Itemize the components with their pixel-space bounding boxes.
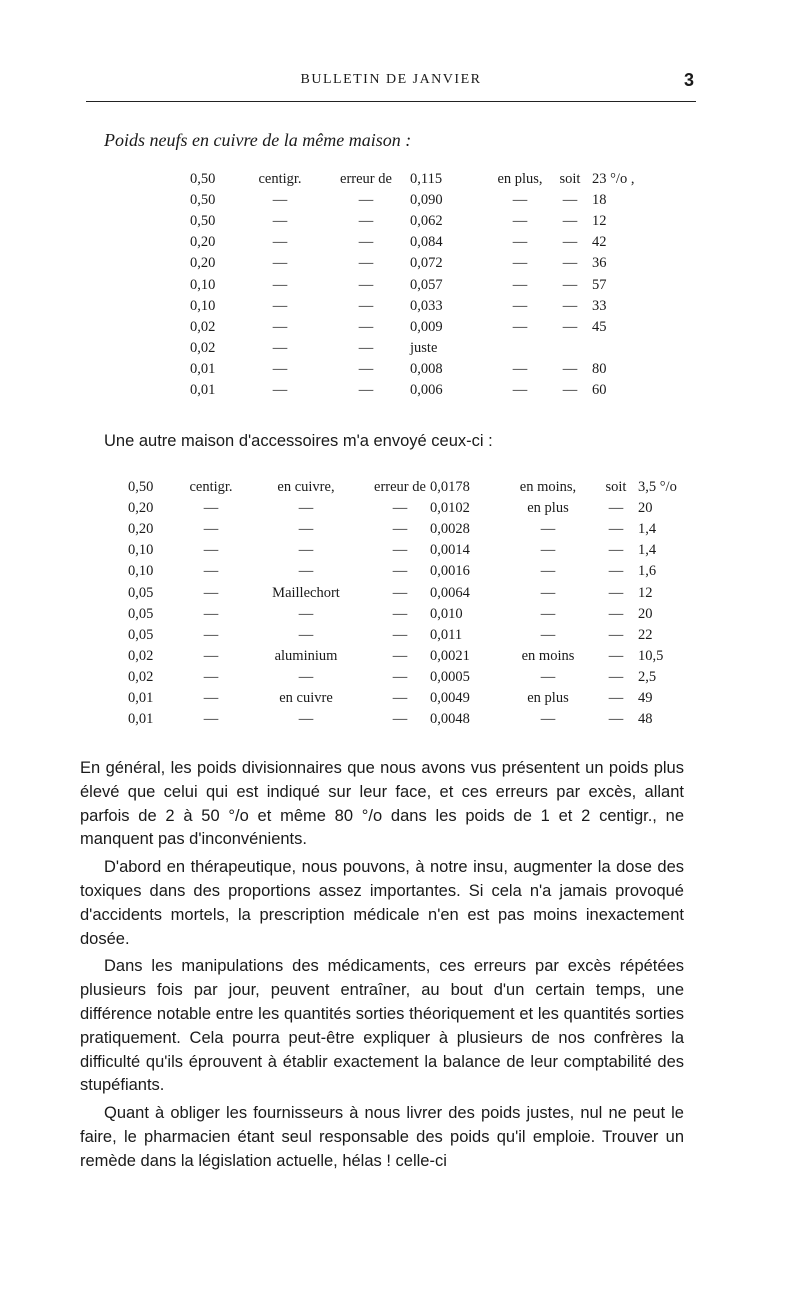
table-cell: — xyxy=(298,563,314,580)
table-cell: 45 xyxy=(592,318,607,335)
table-cell: — xyxy=(298,542,314,559)
table-cell: 0,115 xyxy=(410,171,443,188)
table-cell: — xyxy=(392,563,408,580)
table-cell: 0,009 xyxy=(410,318,443,335)
table-cell: — xyxy=(608,605,624,622)
table-cell: 80 xyxy=(592,360,607,377)
table-cell: — xyxy=(562,213,578,230)
table-cell xyxy=(492,338,548,359)
paragraph: Dans les manipulations des médicaments, ces erreurs par excès répétées plusieurs fois par jour, peuvent entraîner, au bout d'un certain temps, une différence notable entre les quantités sorties théoriquement et les quantités sorties pratiquement. Cela pourra peut-être expliquer à plusieurs de nos confrères la difficulté qu'ils éprouvent à établir exactement la balance de leur comptabilité des stupéfiants. xyxy=(80,957,684,1095)
table-cell: — xyxy=(562,255,578,272)
table-cell: 0,05 xyxy=(128,605,154,622)
table-cell: en cuivre, xyxy=(277,479,335,496)
table-cell: — xyxy=(272,255,288,272)
table-cell: — xyxy=(540,668,556,685)
table-cell: en plus, xyxy=(497,171,543,188)
table-cell: — xyxy=(512,234,528,251)
table-cell: — xyxy=(608,647,624,664)
table-cell: soit xyxy=(559,171,581,188)
table-cell: — xyxy=(512,213,528,230)
table-cell: — xyxy=(562,276,578,293)
table-cell: — xyxy=(203,711,219,728)
table-row xyxy=(190,190,662,211)
table-cell: — xyxy=(272,297,288,314)
table-cell: 20 xyxy=(638,605,653,622)
table-cell: 0,01 xyxy=(128,689,154,706)
table-cell: — xyxy=(298,668,314,685)
table-cell: — xyxy=(203,668,219,685)
table-cell: — xyxy=(392,689,408,706)
table-cell: 36 xyxy=(592,255,607,272)
table-cell: — xyxy=(608,689,624,706)
table-cell: 49 xyxy=(638,689,653,706)
table-cell: erreur de xyxy=(374,479,426,496)
table-cell: — xyxy=(540,542,556,559)
table-cell: — xyxy=(272,360,288,377)
table-cell: — xyxy=(358,255,374,272)
table-cell: en plus xyxy=(527,500,569,517)
table-row xyxy=(190,169,662,190)
table-cell: — xyxy=(608,711,624,728)
table-cell: 0,0021 xyxy=(430,647,470,664)
table-cell: — xyxy=(608,626,624,643)
table-cell: — xyxy=(298,711,314,728)
table-cell: 0,006 xyxy=(410,381,443,398)
table-cell: 0,0049 xyxy=(430,689,470,706)
table-cell: — xyxy=(392,521,408,538)
table-cell: — xyxy=(512,318,528,335)
table-cell: — xyxy=(298,521,314,538)
table-cell: Maillechort xyxy=(272,584,340,601)
table-row xyxy=(190,253,662,274)
table-cell: — xyxy=(203,605,219,622)
table-cell: 0,20 xyxy=(128,500,154,517)
table-cell: — xyxy=(203,584,219,601)
table-cell: — xyxy=(358,276,374,293)
table-cell: — xyxy=(540,711,556,728)
table-row xyxy=(190,317,662,338)
table-cell: — xyxy=(203,647,219,664)
table-cell: 0,50 xyxy=(128,479,154,496)
table-cell: 0,02 xyxy=(128,647,154,664)
table-cell: 0,01 xyxy=(190,381,216,398)
table-cell: — xyxy=(512,360,528,377)
table-cell: 0,0016 xyxy=(430,563,470,580)
table-cell: — xyxy=(358,234,374,251)
table-cell: — xyxy=(392,668,408,685)
table-cell: 0,10 xyxy=(190,276,216,293)
table-cell: — xyxy=(358,192,374,209)
table-cell: 0,0064 xyxy=(430,584,470,601)
weights-table-2-body xyxy=(128,477,700,730)
table-row xyxy=(128,498,700,519)
table-cell: — xyxy=(272,339,288,356)
table-cell: — xyxy=(540,563,556,580)
table-cell: — xyxy=(358,360,374,377)
table-cell: 0,062 xyxy=(410,213,443,230)
table-row xyxy=(128,519,700,540)
table-row xyxy=(128,582,700,603)
table-cell: 42 xyxy=(592,234,607,251)
table-cell: 57 xyxy=(592,276,607,293)
table-cell: — xyxy=(512,192,528,209)
paragraph: D'abord en thérapeutique, nous pouvons, à notre insu, augmenter la dose des toxiques dans des proportions assez importantes. Si cela n'a jamais provoqué d'accidents mortels, la prescription médicale n'en est pas moins inexactement dosée. xyxy=(80,858,684,948)
table-cell: aluminium xyxy=(274,647,338,664)
section-intro: Une autre maison d'accessoires m'a envoyé ceux-ci : xyxy=(104,432,493,450)
table-cell: — xyxy=(540,626,556,643)
table-cell: 12 xyxy=(592,213,607,230)
table-cell: 18 xyxy=(592,192,607,209)
table-cell: — xyxy=(392,584,408,601)
table-cell: 3,5 °/o xyxy=(638,479,677,496)
table-row xyxy=(190,380,662,401)
table-row xyxy=(190,211,662,232)
table-cell: — xyxy=(392,626,408,643)
weights-table-2 xyxy=(128,477,700,730)
table-row xyxy=(128,667,700,688)
table-cell: 2,5 xyxy=(638,668,657,685)
table-cell: 0,0102 xyxy=(430,500,470,517)
table-cell: — xyxy=(272,213,288,230)
weights-table-1 xyxy=(190,169,662,401)
table-row xyxy=(128,540,700,561)
header-rule xyxy=(86,101,696,102)
section-heading: Poids neufs en cuivre de la même maison : xyxy=(104,130,412,150)
table-cell: soit xyxy=(605,479,627,496)
table-cell: 1,4 xyxy=(638,521,657,538)
table-cell: 0,05 xyxy=(128,626,154,643)
page-header xyxy=(86,70,696,96)
table-cell: 0,011 xyxy=(430,626,463,643)
page-number: 3 xyxy=(683,70,694,90)
table-cell: centigr. xyxy=(189,479,233,496)
table-cell: 10,5 xyxy=(638,647,664,664)
table-cell: 60 xyxy=(592,381,607,398)
table-cell: 0,10 xyxy=(128,563,154,580)
table-cell: — xyxy=(358,381,374,398)
table-cell: 0,010 xyxy=(430,605,463,622)
table-cell: — xyxy=(392,605,408,622)
table-cell: 0,0014 xyxy=(430,542,470,559)
running-head: BULLETIN DE JANVIER xyxy=(300,72,482,87)
table-cell: — xyxy=(358,213,374,230)
table-cell: 0,20 xyxy=(128,521,154,538)
table-cell: 12 xyxy=(638,584,653,601)
table-cell: — xyxy=(562,318,578,335)
table-cell: 0,008 xyxy=(410,360,443,377)
table-row xyxy=(128,477,700,498)
table-cell: — xyxy=(540,521,556,538)
table-cell: — xyxy=(203,542,219,559)
table-cell: — xyxy=(608,563,624,580)
table-cell: — xyxy=(562,297,578,314)
table-cell: 0,20 xyxy=(190,234,216,251)
body-text xyxy=(80,757,684,1178)
table-cell xyxy=(592,338,662,359)
table-cell: 23 °/o , xyxy=(592,171,635,188)
weights-table-1-body xyxy=(190,169,662,401)
table-cell: — xyxy=(392,711,408,728)
table-cell: — xyxy=(392,500,408,517)
table-cell: 0,02 xyxy=(128,668,154,685)
table-cell: — xyxy=(608,500,624,517)
table-cell: 0,090 xyxy=(410,192,443,209)
table-cell xyxy=(548,338,592,359)
table-row xyxy=(128,561,700,582)
table-cell: 0,01 xyxy=(190,360,216,377)
table-cell: 0,20 xyxy=(190,255,216,272)
table-cell: — xyxy=(272,381,288,398)
table-cell: — xyxy=(358,297,374,314)
table-row xyxy=(190,274,662,295)
table-cell: 33 xyxy=(592,297,607,314)
table-cell: — xyxy=(608,668,624,685)
table-cell: — xyxy=(203,500,219,517)
table-cell: en moins, xyxy=(519,479,577,496)
table-cell: 0,50 xyxy=(190,192,216,209)
table-cell: — xyxy=(298,500,314,517)
table-cell: — xyxy=(298,605,314,622)
table-cell: — xyxy=(608,584,624,601)
table-cell: 0,02 xyxy=(190,339,216,356)
table-row xyxy=(128,625,700,646)
table-cell: — xyxy=(540,605,556,622)
table-cell: 0,01 xyxy=(128,711,154,728)
table-cell: 1,4 xyxy=(638,542,657,559)
table-cell: 0,02 xyxy=(190,318,216,335)
table-cell: 0,057 xyxy=(410,276,443,293)
table-cell: — xyxy=(392,647,408,664)
table-cell: 0,072 xyxy=(410,255,443,272)
table-row xyxy=(190,296,662,317)
table-cell: — xyxy=(562,360,578,377)
table-cell: — xyxy=(512,255,528,272)
table-row xyxy=(190,338,662,359)
table-cell: en plus xyxy=(527,689,569,706)
table-cell: — xyxy=(203,626,219,643)
table-cell: — xyxy=(512,297,528,314)
paragraph: En général, les poids divisionnaires que nous avons vus présentent un poids plus élevé que celui qui est indiqué sur leur face, et ces erreurs par excès, allant parfois de 2 à 50 °/o et même 80 °/o dans les poids de 1 et 2 centigr., ne manquent pas d'inconvénients. xyxy=(80,759,684,849)
table-cell: — xyxy=(562,381,578,398)
table-row xyxy=(190,359,662,380)
table-row xyxy=(128,646,700,667)
table-cell: — xyxy=(203,689,219,706)
table-cell: 0,0005 xyxy=(430,668,470,685)
paragraph: Quant à obliger les fournisseurs à nous livrer des poids justes, nul ne peut le faire, le pharmacien étant seul responsable des poids qu'il emploie. Trouver un remède dans la législation actuelle, hélas ! celle-ci xyxy=(80,1104,684,1170)
table-cell: 0,0178 xyxy=(430,479,470,496)
table-cell: 0,05 xyxy=(128,584,154,601)
table-row xyxy=(190,232,662,253)
table-cell: en moins xyxy=(521,647,575,664)
table-cell: 0,50 xyxy=(190,213,216,230)
table-cell: — xyxy=(562,234,578,251)
table-cell: — xyxy=(358,318,374,335)
table-cell: 48 xyxy=(638,711,653,728)
table-cell: juste xyxy=(410,339,438,356)
table-cell: centigr. xyxy=(258,171,302,188)
table-cell: 0,50 xyxy=(190,171,216,188)
table-cell: erreur de xyxy=(340,171,392,188)
table-cell: — xyxy=(512,276,528,293)
table-row xyxy=(128,688,700,709)
table-row xyxy=(128,604,700,625)
table-cell: — xyxy=(272,276,288,293)
table-cell: 20 xyxy=(638,500,653,517)
table-cell: — xyxy=(562,192,578,209)
table-cell: 1,6 xyxy=(638,563,657,580)
table-cell: — xyxy=(272,192,288,209)
table-cell: — xyxy=(272,318,288,335)
table-cell: — xyxy=(272,234,288,251)
table-cell: 0,0048 xyxy=(430,711,470,728)
table-cell: — xyxy=(203,521,219,538)
table-row xyxy=(128,709,700,730)
table-cell: — xyxy=(608,542,624,559)
table-cell: — xyxy=(203,563,219,580)
table-cell: 0,10 xyxy=(190,297,216,314)
table-cell: — xyxy=(540,584,556,601)
table-cell: 0,0028 xyxy=(430,521,470,538)
table-cell: 0,084 xyxy=(410,234,443,251)
table-cell: — xyxy=(358,339,374,356)
table-cell: 22 xyxy=(638,626,653,643)
table-cell: — xyxy=(392,542,408,559)
table-cell: — xyxy=(298,626,314,643)
table-cell: en cuivre xyxy=(279,689,333,706)
table-cell: 0,033 xyxy=(410,297,443,314)
table-cell: — xyxy=(608,521,624,538)
table-cell: — xyxy=(512,381,528,398)
table-cell: 0,10 xyxy=(128,542,154,559)
